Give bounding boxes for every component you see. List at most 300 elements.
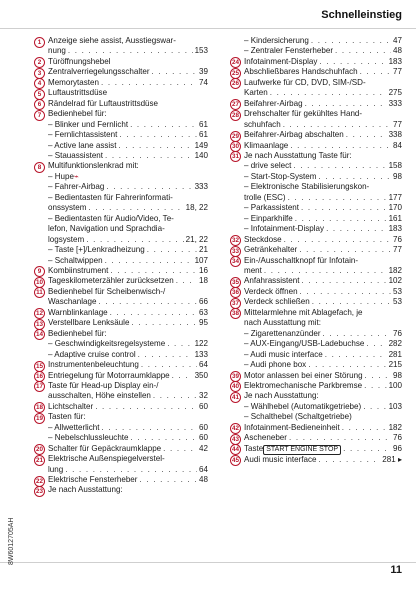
index-entry-line bbox=[48, 454, 208, 464]
index-entry bbox=[34, 402, 208, 412]
index-entry-text: Schalter für Gepäckraumklappe bbox=[48, 443, 162, 453]
index-entry-text: Steckdose bbox=[244, 234, 282, 244]
index-entry bbox=[230, 350, 402, 360]
dot-leader bbox=[366, 339, 386, 349]
index-entry-line bbox=[244, 46, 402, 56]
index-column-right bbox=[230, 36, 402, 465]
callout-number-badge: 3 bbox=[34, 68, 45, 79]
index-entry-line bbox=[48, 151, 208, 161]
index-entry-body bbox=[48, 444, 208, 454]
index-entry bbox=[230, 444, 402, 455]
index-entry bbox=[34, 120, 208, 130]
index-entry-body bbox=[48, 423, 208, 433]
dot-leader bbox=[153, 391, 197, 401]
index-entry-text: Tageskilometerzähler zurücksetzen bbox=[48, 276, 174, 286]
index-entry-text: Audi music interface bbox=[244, 454, 317, 464]
index-entry-text: – Schalthebel (Schaltgetriebe) bbox=[244, 412, 352, 422]
page-reference: 39 bbox=[199, 67, 208, 77]
index-entry bbox=[34, 360, 208, 370]
index-entry bbox=[34, 256, 208, 266]
page-reference: 183 bbox=[388, 56, 402, 66]
index-entry-text: Instrumentenbeleuchtung bbox=[48, 360, 139, 370]
index-entry-line bbox=[244, 161, 402, 171]
callout-number-badge: 1 bbox=[34, 37, 45, 48]
dot-leader bbox=[105, 256, 193, 266]
index-entry bbox=[230, 433, 402, 443]
index-entry-line bbox=[244, 276, 402, 286]
index-entry-body bbox=[48, 287, 208, 308]
dot-leader bbox=[264, 266, 387, 276]
index-entry-line bbox=[244, 318, 402, 328]
page-reference: 102 bbox=[388, 276, 402, 286]
index-entry-line bbox=[48, 350, 208, 360]
index-entry-body bbox=[48, 99, 208, 109]
index-entry-text: Elektrische Fensterheber bbox=[48, 475, 138, 485]
index-entry-text: Warnblinkanlage bbox=[48, 307, 108, 317]
dot-leader bbox=[335, 46, 391, 56]
page-reference: 333 bbox=[194, 182, 208, 192]
index-entry-body bbox=[244, 381, 402, 391]
dot-leader bbox=[300, 287, 392, 297]
index-entry-line bbox=[48, 193, 208, 203]
index-entry bbox=[230, 256, 402, 277]
index-entry bbox=[230, 224, 402, 234]
page-reference: 98 bbox=[393, 370, 402, 380]
index-entry-line bbox=[244, 224, 402, 234]
index-entry-text: – Einparkhilfe bbox=[244, 213, 293, 223]
footer-divider bbox=[0, 562, 416, 563]
index-entry-line bbox=[48, 99, 208, 109]
dot-leader bbox=[141, 360, 197, 370]
index-entry-body bbox=[244, 329, 402, 339]
dot-leader bbox=[147, 245, 197, 255]
index-entry bbox=[230, 130, 402, 140]
dot-leader bbox=[289, 433, 391, 443]
dot-leader bbox=[342, 423, 387, 433]
index-entry-line bbox=[48, 444, 208, 454]
index-entry-line bbox=[244, 120, 402, 130]
callout-number-badge: 19 bbox=[35, 414, 43, 422]
index-entry-body bbox=[48, 412, 208, 422]
page-reference: 98 bbox=[393, 171, 402, 181]
index-entry-body bbox=[48, 276, 208, 286]
index-entry-line bbox=[48, 339, 208, 349]
index-entry-text: – Geschwindigkeitsregelsysteme bbox=[48, 339, 166, 349]
dot-leader bbox=[318, 172, 391, 182]
index-entry-text: Taste für Head-up Display ein-/ bbox=[48, 380, 159, 390]
index-entry-line bbox=[244, 214, 402, 224]
index-entry-text: – Infotainment-Display bbox=[244, 224, 325, 234]
callout-number-badge: 16 bbox=[35, 373, 43, 380]
index-entry-body bbox=[48, 329, 208, 339]
index-entry-body bbox=[48, 454, 208, 475]
page-reference: 77 bbox=[393, 67, 402, 77]
index-entry-body bbox=[48, 371, 208, 381]
callout-number-badge: 30 bbox=[231, 143, 239, 151]
callout-number-badge: 2 bbox=[34, 57, 45, 68]
index-entry-line bbox=[48, 276, 208, 286]
callout-number-badge: 15 bbox=[35, 362, 43, 370]
dot-leader bbox=[139, 475, 197, 485]
index-entry-text: Luftaustrittsdüse bbox=[48, 88, 108, 98]
callout-number-badge: 34 bbox=[231, 258, 239, 266]
index-entry bbox=[230, 412, 402, 422]
dot-leader bbox=[110, 266, 197, 276]
index-entry-line bbox=[48, 381, 208, 391]
page-reference: 133 bbox=[194, 349, 208, 359]
callout-number-badge: 12 bbox=[35, 310, 43, 318]
page-reference: 215 bbox=[388, 360, 402, 370]
page-reference: 182 bbox=[388, 265, 402, 275]
index-entry-text: nach Ausstattung mit: bbox=[244, 318, 321, 328]
page-header bbox=[0, 0, 416, 34]
index-entry-body bbox=[244, 151, 402, 161]
page-reference: 122 bbox=[194, 339, 208, 349]
index-entry bbox=[34, 287, 208, 308]
index-entry bbox=[230, 287, 402, 297]
index-entry-line bbox=[244, 339, 402, 349]
index-entry-body bbox=[244, 444, 402, 455]
index-entry bbox=[34, 172, 208, 182]
index-entry-text: Infotainment-Bedieneinheit bbox=[244, 422, 340, 432]
index-entry-line bbox=[48, 287, 208, 297]
index-entry-text: – Active lane assist bbox=[48, 140, 117, 150]
index-entry-text: Je nach Ausstattung: bbox=[48, 485, 123, 495]
callout-number-badge: 36 bbox=[231, 289, 239, 297]
callout-number-badge: 45 bbox=[231, 457, 239, 465]
index-entry-line bbox=[244, 256, 402, 266]
index-entry-text: Karten bbox=[244, 88, 268, 98]
page-reference: 338 bbox=[388, 130, 402, 140]
index-entry bbox=[34, 109, 208, 119]
page-reference: 77 bbox=[393, 245, 402, 255]
index-entry-line bbox=[244, 381, 402, 391]
index-entry-body bbox=[244, 46, 402, 56]
index-entry-text: – Kindersicherung bbox=[244, 36, 309, 45]
dot-leader bbox=[101, 423, 197, 433]
index-entry-text: Elektromechanische Parkbremse bbox=[244, 380, 363, 390]
index-entry-text: Elektrische Außenspiegelverstel- bbox=[48, 454, 165, 464]
index-entry bbox=[230, 276, 402, 286]
index-entry-text: – Taste [+]/Lenkradheizung bbox=[48, 245, 145, 255]
index-entry-text: Multifunktionslenkrad mit: bbox=[48, 161, 139, 171]
index-entry-line bbox=[244, 172, 402, 182]
index-entry bbox=[34, 78, 208, 88]
index-entry-text: – Bedientasten für Fahrerinformati- bbox=[48, 192, 173, 202]
index-entry-body bbox=[48, 36, 208, 57]
index-entry-line bbox=[48, 214, 208, 224]
index-entry-text: Je nach Ausstattung Taste für: bbox=[244, 150, 352, 160]
index-entry bbox=[230, 78, 402, 99]
index-entry bbox=[230, 245, 402, 255]
dot-leader bbox=[312, 297, 391, 307]
index-entry-body bbox=[48, 182, 208, 192]
dot-leader bbox=[308, 360, 386, 370]
index-entry bbox=[230, 297, 402, 307]
index-entry-body bbox=[48, 339, 208, 349]
callout-number-badge: 25 bbox=[231, 69, 239, 77]
index-entry-body bbox=[48, 214, 208, 245]
index-entry-body bbox=[48, 308, 208, 318]
callout-number-badge: 26 bbox=[231, 80, 239, 88]
index-entry-text: ment bbox=[244, 265, 262, 275]
index-entry-text: Mittelarmlehne mit Ablagefach, je bbox=[244, 307, 363, 317]
callout-number-badge: 40 bbox=[231, 383, 239, 391]
callout-number-badge: 6 bbox=[34, 99, 45, 110]
dot-leader bbox=[110, 308, 197, 318]
index-entry-line bbox=[48, 256, 208, 266]
page-reference: 64 bbox=[199, 464, 208, 474]
index-entry-body bbox=[244, 141, 402, 151]
index-entry bbox=[34, 308, 208, 318]
index-entry bbox=[230, 57, 402, 67]
index-entry-body bbox=[244, 203, 402, 213]
index-entry bbox=[34, 57, 208, 67]
index-entry-line bbox=[48, 235, 208, 245]
page-reference: 153 bbox=[194, 46, 208, 56]
index-entry-body bbox=[244, 350, 402, 360]
index-entry bbox=[230, 67, 402, 77]
callout-number-badge: 17 bbox=[35, 383, 43, 391]
index-entry-line bbox=[244, 78, 402, 88]
dot-leader bbox=[163, 444, 197, 454]
page-reference: 95 bbox=[199, 318, 208, 328]
page-reference: 149 bbox=[194, 140, 208, 150]
page-reference: 61 bbox=[199, 130, 208, 140]
index-entry-body bbox=[244, 245, 402, 255]
dot-leader bbox=[346, 130, 387, 140]
page-reference: 107 bbox=[194, 255, 208, 265]
index-entry bbox=[34, 444, 208, 454]
page-reference: 281 bbox=[388, 349, 402, 359]
index-entry-text: – Hupe bbox=[48, 171, 74, 181]
index-entry-body bbox=[48, 433, 208, 443]
index-entry-line bbox=[244, 329, 402, 339]
index-entry-body bbox=[48, 245, 208, 255]
index-entry bbox=[34, 339, 208, 349]
index-entry-body bbox=[244, 287, 402, 297]
index-entry-text: Anzeige siehe assist, Ausstiegswar- bbox=[48, 36, 176, 45]
page-reference: 18 bbox=[199, 276, 208, 286]
page-reference: 60 bbox=[199, 401, 208, 411]
index-entry-body bbox=[244, 224, 402, 234]
callout-number-badge: 20 bbox=[35, 446, 43, 454]
dot-leader bbox=[172, 371, 193, 381]
page-reference: 53 bbox=[393, 286, 402, 296]
callout-number-badge: 43 bbox=[231, 435, 239, 443]
dot-leader bbox=[105, 151, 193, 161]
index-entry-body bbox=[244, 308, 402, 329]
index-entry-body bbox=[48, 266, 208, 276]
page-reference: 48 bbox=[393, 46, 402, 56]
dot-leader bbox=[311, 36, 391, 46]
index-entry-line bbox=[244, 99, 402, 109]
index-entry-text: Bedienhebel für: bbox=[48, 328, 107, 338]
index-entry-line bbox=[244, 455, 402, 465]
index-entry-body bbox=[48, 475, 208, 485]
index-entry bbox=[34, 245, 208, 255]
index-entry-text: lung bbox=[48, 464, 64, 474]
index-entry-body bbox=[244, 67, 402, 77]
callout-number-badge: 4 bbox=[34, 78, 45, 89]
page-reference: 76 bbox=[393, 433, 402, 443]
index-entry-body bbox=[244, 172, 402, 182]
page-reference: 170 bbox=[388, 203, 402, 213]
index-entry-line bbox=[48, 485, 208, 495]
callout-number-badge: 28 bbox=[231, 111, 239, 119]
index-entry bbox=[34, 193, 208, 214]
index-entry bbox=[230, 329, 402, 339]
index-entry-line bbox=[244, 245, 402, 255]
page-reference: 333 bbox=[388, 98, 402, 108]
page-reference: 100 bbox=[388, 380, 402, 390]
dot-leader bbox=[131, 318, 197, 328]
index-entry-line bbox=[48, 57, 208, 67]
index-entry-line bbox=[244, 203, 402, 213]
callout-number-badge: 9 bbox=[34, 266, 45, 277]
index-entry-line bbox=[244, 371, 402, 381]
page-reference: 281 ▸ bbox=[382, 454, 402, 464]
page-number: 11 bbox=[390, 564, 402, 576]
dot-leader bbox=[130, 120, 197, 130]
index-entry bbox=[230, 308, 402, 329]
index-entry-line bbox=[48, 172, 208, 182]
index-entry-line bbox=[48, 360, 208, 370]
index-entry-body bbox=[244, 78, 402, 99]
index-entry bbox=[230, 423, 402, 433]
index-entry-body bbox=[244, 182, 402, 203]
index-entry-body bbox=[244, 339, 402, 349]
dot-leader bbox=[86, 235, 183, 245]
index-entry-body bbox=[48, 67, 208, 77]
index-entry-body bbox=[244, 130, 402, 140]
index-entry-line bbox=[244, 67, 402, 77]
index-entry-body bbox=[244, 360, 402, 370]
index-entry-body bbox=[244, 36, 402, 46]
index-entry-line bbox=[244, 182, 402, 192]
index-entry-text: trolle (ESC) bbox=[244, 192, 286, 202]
index-entry-line bbox=[48, 203, 208, 213]
index-entry-text: Kombiinstrument bbox=[48, 265, 109, 275]
page-reference: 158 bbox=[388, 161, 402, 171]
index-entry bbox=[230, 235, 402, 245]
page-reference: 74 bbox=[199, 77, 208, 87]
callout-number-badge: 32 bbox=[231, 237, 239, 245]
section-title: Schnelleinstieg bbox=[321, 9, 402, 21]
index-entry-line bbox=[48, 297, 208, 307]
dot-leader bbox=[65, 465, 197, 475]
index-entry-text: Motor anlassen bei einer Störung bbox=[244, 370, 363, 380]
index-entry-line bbox=[244, 109, 402, 119]
index-entry-line bbox=[48, 78, 208, 88]
index-entry bbox=[34, 454, 208, 475]
page-reference: 177 bbox=[388, 192, 402, 202]
index-entry-text: – Allwetterlicht bbox=[48, 422, 100, 432]
callout-number-badge: 8 bbox=[34, 162, 45, 173]
index-entry-text: Drehschalter für gekühltes Hand- bbox=[244, 109, 363, 119]
callout-number-badge: 29 bbox=[231, 132, 239, 140]
index-entry-line bbox=[244, 412, 402, 422]
index-entry-text: – Fahrer-Airbag bbox=[48, 182, 105, 192]
index-entry bbox=[34, 350, 208, 360]
page-reference: 64 bbox=[199, 360, 208, 370]
index-entry-text: – Adaptive cruise control bbox=[48, 349, 136, 359]
index-entry-line bbox=[48, 423, 208, 433]
callout-number-badge: 33 bbox=[231, 247, 239, 255]
index-entry-body bbox=[48, 109, 208, 119]
page-reference: 60 bbox=[199, 422, 208, 432]
page-reference: 350 bbox=[194, 370, 208, 380]
index-entry bbox=[34, 485, 208, 495]
dot-leader bbox=[293, 161, 386, 171]
callout-number-badge: 21 bbox=[35, 456, 43, 464]
callout-number-badge: 38 bbox=[231, 310, 239, 318]
callout-number-badge: 31 bbox=[231, 153, 239, 161]
index-entry bbox=[34, 214, 208, 245]
dot-leader bbox=[301, 276, 386, 286]
index-entry-body bbox=[48, 88, 208, 98]
callout-number-badge: 14 bbox=[35, 331, 43, 339]
index-entry-text: – Blinker und Fernlicht bbox=[48, 119, 129, 129]
index-entry-body bbox=[48, 256, 208, 266]
page-reference: 53 bbox=[393, 297, 402, 307]
index-entry-text: – Fernlichtassistent bbox=[48, 130, 118, 140]
dot-leader bbox=[101, 78, 197, 88]
index-entry-body bbox=[244, 297, 402, 307]
index-entry bbox=[34, 67, 208, 77]
dot-leader bbox=[131, 433, 198, 443]
index-entry-line bbox=[244, 57, 402, 67]
index-entry bbox=[34, 130, 208, 140]
index-entry-line bbox=[244, 433, 402, 443]
index-entry-text: – drive select bbox=[244, 161, 292, 171]
page-reference: 161 bbox=[388, 213, 402, 223]
page-reference: 66 bbox=[199, 297, 208, 307]
index-entry-text: Türöffnungshebel bbox=[48, 56, 111, 66]
index-entry-body bbox=[48, 151, 208, 161]
index-entry-text: Beifahrer-Airbag abschalten bbox=[244, 130, 344, 140]
index-entry bbox=[230, 109, 402, 130]
index-entry-text: nung bbox=[48, 46, 66, 56]
callout-number-badge: 11 bbox=[34, 287, 45, 298]
index-entry-line bbox=[48, 412, 208, 422]
index-entry-text: – Wählhebel (Automatikgetriebe) bbox=[244, 401, 362, 411]
index-entry-body bbox=[48, 120, 208, 130]
page-reference: 32 bbox=[199, 391, 208, 401]
callout-number-badge: 5 bbox=[34, 89, 45, 100]
index-entry-body bbox=[48, 172, 208, 182]
index-entry-line bbox=[244, 88, 402, 98]
index-entry-line bbox=[244, 402, 402, 412]
document-code: 8W6012705AH bbox=[8, 517, 15, 565]
index-entry-body bbox=[244, 256, 402, 277]
index-entry bbox=[230, 360, 402, 370]
index-entry-body bbox=[48, 402, 208, 412]
index-entry-text: – Nebelschlussleuchte bbox=[48, 433, 129, 443]
index-entry-line bbox=[48, 402, 208, 412]
page-reference: 84 bbox=[393, 140, 402, 150]
index-entry-line bbox=[244, 266, 402, 276]
index-entry bbox=[34, 371, 208, 381]
index-entry bbox=[34, 329, 208, 339]
index-entry-body bbox=[48, 193, 208, 214]
index-entry-text: Getränkehalter bbox=[244, 245, 298, 255]
index-entry-body bbox=[244, 423, 402, 433]
index-entry-text: onssystem bbox=[48, 203, 87, 213]
index-entry-text: Waschanlage bbox=[48, 297, 97, 307]
index-entry-text: Lichtschalter bbox=[48, 401, 94, 411]
index-entry bbox=[230, 151, 402, 161]
